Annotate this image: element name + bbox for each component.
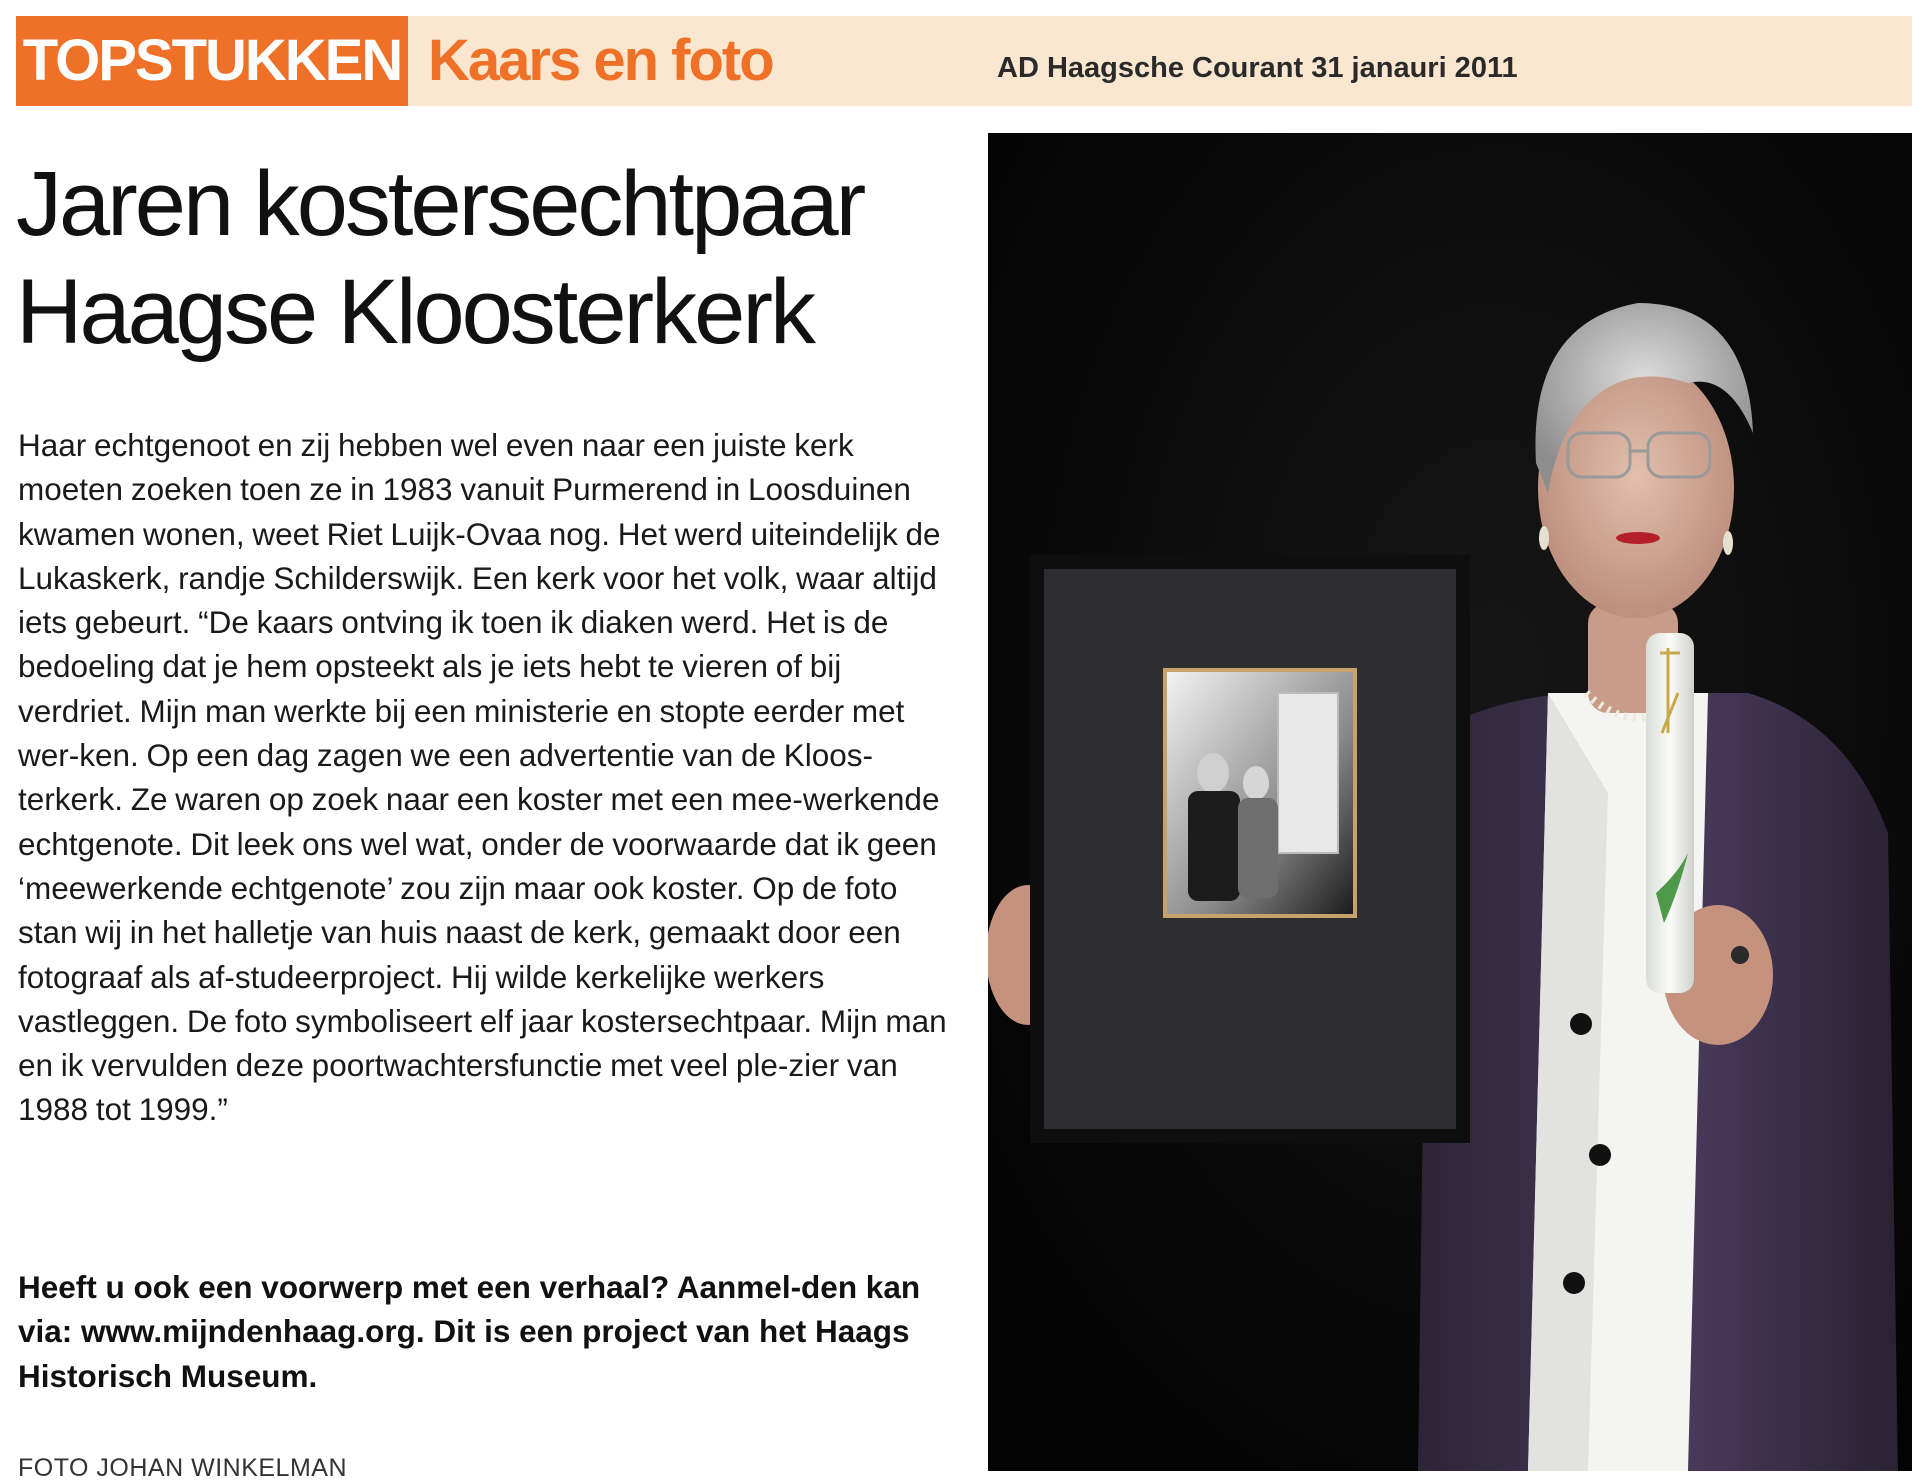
call-to-action: Heeft u ook een voorwerp met een verhaal? Aanmel-den kan via: www.mijndenhaag.org. Dit is een project van het Haags Historisch Museum. — [18, 1269, 921, 1394]
article-body: Haar echtgenoot en zij hebben wel even naar een juiste kerk moeten zoeken toen ze in 1983 vanuit Purmerend in Loosduinen kwamen wonen, weet Riet Luijk-Ovaa nog. Het werd uiteindelijk de Lukaskerk, randje Schilderswijk. Een kerk voor het volk, waar altijd iets gebeurt. “De kaars ontving ik toen ik diaken werd. Het is de bedoeling dat je hem opsteekt als je iets hebt te vieren of bij verdriet. Mijn man werkte bij een ministerie en stopte eerder met wer-ken. Op een dag zagen we een advertentie van de Kloos-terkerk. Ze waren op zoek naar een koster met een mee-werkende echtgenote. Dit leek ons wel wat, onder de voorwaarde dat ik geen ‘meewerkende echtgenote’ zou zijn maar ook koster. Op de foto stan wij in het halletje van huis naast de kerk, gemaakt door een fotograaf als af-studeerproject. Hij wilde kerkelijke werkers vastleggen. De foto symboliseert elf jaar kostersechtpaar. Mijn man en ik vervulden deze poortwachtersfunctie met veel ple-zier van 1988 tot 1999.” — [18, 427, 947, 1128]
portrait-photo — [988, 133, 1912, 1471]
photo-credit: FOTO JOHAN WINKELMAN — [18, 1454, 348, 1482]
section-title: Kaars en foto — [428, 28, 773, 93]
framed-photo — [1030, 555, 1470, 1143]
portrait-illustration — [988, 133, 1912, 1471]
section-label: TOPSTUKKEN — [16, 16, 408, 106]
headline: Jaren kostersechtpaar Haagse Kloosterkerk — [16, 153, 864, 363]
publication-source: AD Haagsche Courant 31 janauri 2011 — [997, 52, 1518, 84]
candle — [1646, 633, 1694, 993]
